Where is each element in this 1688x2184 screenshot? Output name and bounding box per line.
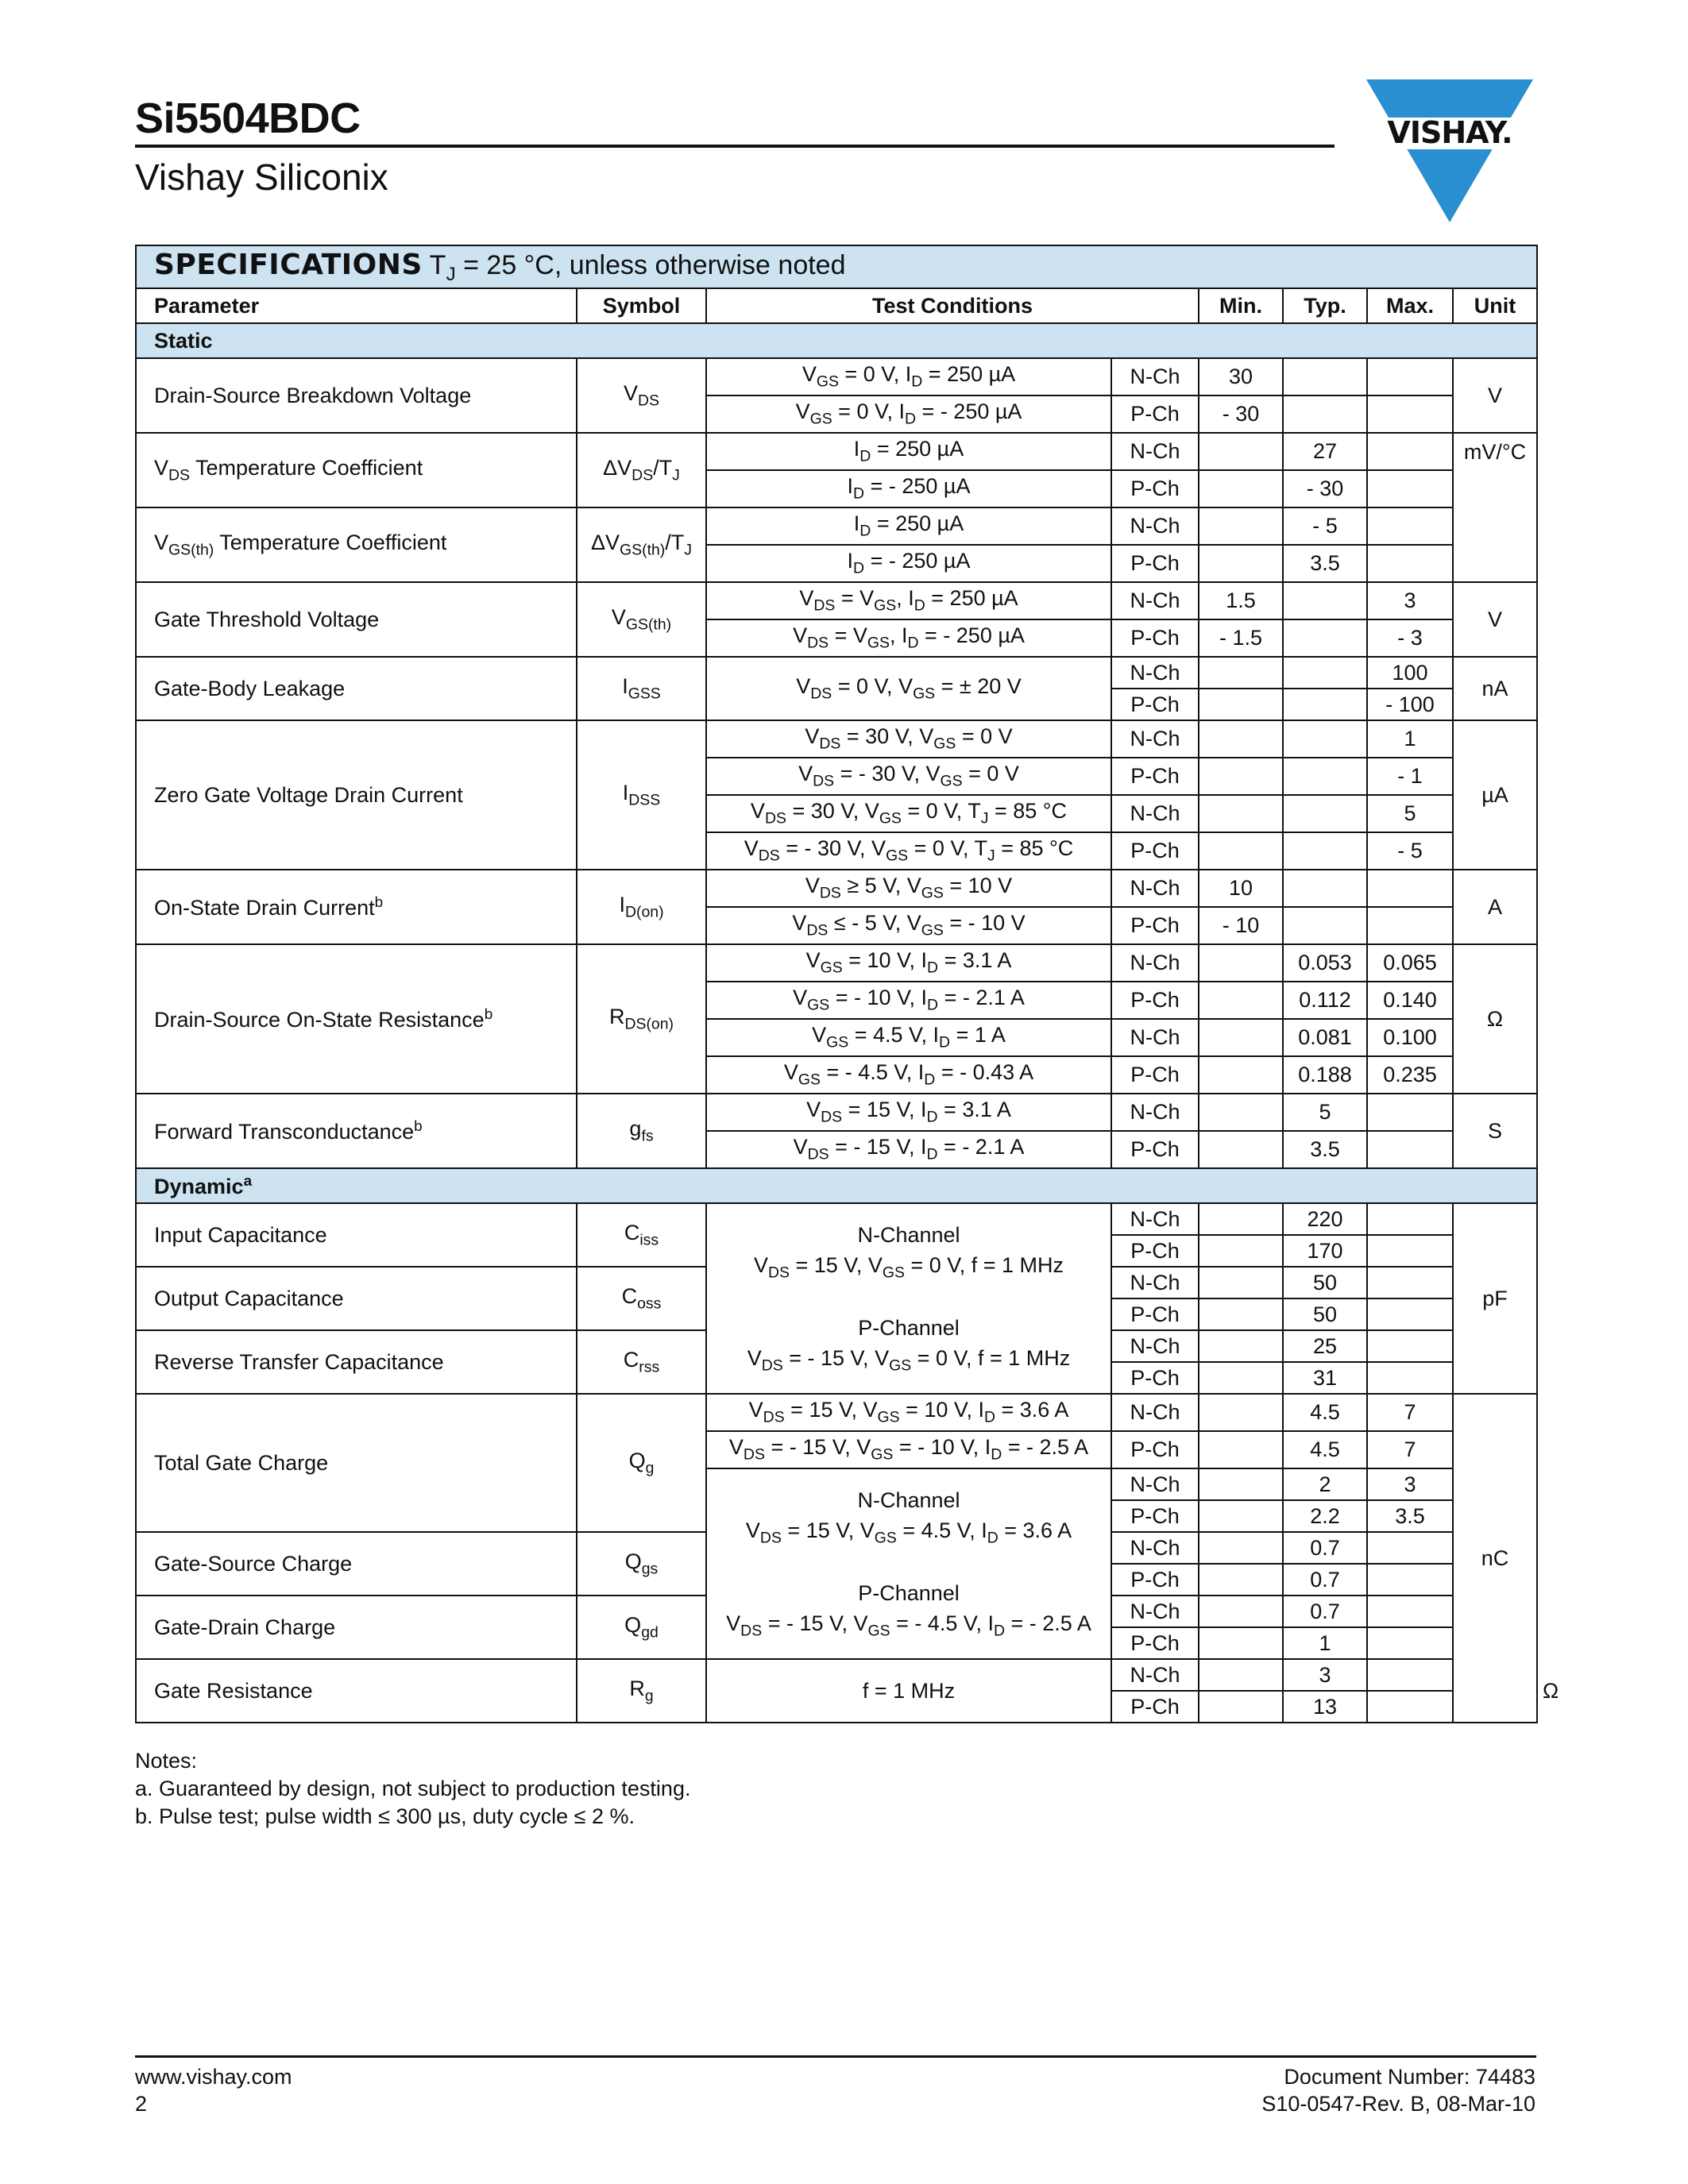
channel: N-Ch	[1111, 720, 1199, 758]
symbol-idss: $I_{DSS}$	[577, 720, 706, 870]
min-value: 10	[1199, 870, 1283, 907]
condition: $V_{DS}$ ≤ - 5 V, $V_{GS}$ = - 10 V	[706, 907, 1111, 944]
channel: N-Ch	[1111, 1330, 1199, 1362]
max-value: - 100	[1367, 689, 1453, 720]
header-divider	[135, 145, 1335, 148]
channel: N-Ch	[1111, 944, 1199, 982]
svg-text:VISHAY.: VISHAY.	[1387, 115, 1512, 150]
col-parameter: Parameter	[136, 288, 577, 323]
channel: P-Ch	[1111, 1235, 1199, 1267]
unit: nC	[1453, 1394, 1537, 1723]
channel: N-Ch	[1111, 1659, 1199, 1691]
condition-capacitance: N-Channel $V_{DS} = 15$ V, $V_{GS} = 0$ V, f = 1 MHz P-Channel $V_{DS}$ = - 15 V, $V_{GS} = 0$ V, f = 1 MHz	[706, 1203, 1111, 1394]
condition: $V_{DS} = 0$ V, $V_{GS}$ = ± 20 V	[706, 657, 1111, 720]
condition: f = 1 MHz	[706, 1659, 1111, 1723]
param-gate-resistance: Gate Resistance	[136, 1659, 577, 1723]
condition: $V_{DS} \ge 5$ V, $V_{GS} = 10$ V	[706, 870, 1111, 907]
typ-value: 0.7	[1283, 1564, 1367, 1596]
channel: P-Ch	[1111, 396, 1199, 433]
typ-value: 31	[1283, 1362, 1367, 1394]
condition: $I_D = 250$ µA	[706, 507, 1111, 545]
channel: N-Ch	[1111, 433, 1199, 470]
notes	[135, 1747, 690, 1831]
param-input-capacitance: Input Capacitance	[136, 1203, 577, 1267]
min-value: 1.5	[1199, 582, 1283, 619]
max-value: 5	[1367, 795, 1453, 832]
channel: N-Ch	[1111, 1094, 1199, 1131]
condition: $I_D$ = - 250 µA	[706, 470, 1111, 507]
symbol-vgsth: $V_{GS(th)}$	[577, 582, 706, 657]
channel: P-Ch	[1111, 1627, 1199, 1659]
condition: $V_{DS}$ = - 30 V, $V_{GS} = 0$ V, $T_J = 85$ °C	[706, 832, 1111, 870]
typ-value: 25	[1283, 1330, 1367, 1362]
vishay-logo	[1366, 79, 1533, 222]
col-unit: Unit	[1453, 288, 1537, 323]
unit: nA	[1453, 657, 1537, 720]
min-value: 30	[1199, 358, 1283, 396]
typ-value: 0.188	[1283, 1056, 1367, 1094]
page-title: Si5504BDC	[135, 95, 361, 142]
channel: N-Ch	[1111, 657, 1199, 689]
max-value: - 1	[1367, 758, 1453, 795]
condition: $V_{GS} = 10$ V, $I_D = 3.1$ A	[706, 944, 1111, 982]
max-value: 0.235	[1367, 1056, 1453, 1094]
typ-value: 0.081	[1283, 1019, 1367, 1056]
condition: $V_{GS}$ = - 10 V, $I_D$ = - 2.1 A	[706, 982, 1111, 1019]
channel: N-Ch	[1111, 870, 1199, 907]
param-vds-temp-coeff: $V_{DS}$ Temperature Coefficient	[136, 433, 577, 507]
channel: N-Ch	[1111, 507, 1199, 545]
page-number: 2	[135, 2092, 148, 2116]
notes-heading: Notes:	[135, 1749, 198, 1773]
channel: P-Ch	[1111, 1691, 1199, 1723]
param-reverse-transfer-capacitance: Reverse Transfer Capacitance	[136, 1330, 577, 1394]
unit: V	[1453, 582, 1537, 657]
unit: pF	[1453, 1203, 1537, 1394]
symbol-dvgsth-tj: $\Delta V_{GS(th)}/T_J$	[577, 507, 706, 582]
symbol-coss: $C_{oss}$	[577, 1267, 706, 1330]
typ-value: 4.5	[1283, 1394, 1367, 1431]
max-value: - 5	[1367, 832, 1453, 870]
channel: N-Ch	[1111, 1468, 1199, 1500]
typ-value: 170	[1283, 1235, 1367, 1267]
channel: P-Ch	[1111, 1564, 1199, 1596]
param-gate-source-charge: Gate-Source Charge	[136, 1532, 577, 1596]
channel: P-Ch	[1111, 545, 1199, 582]
typ-value: 50	[1283, 1298, 1367, 1330]
param-on-state-drain-current: On-State Drain Current$^b$	[136, 870, 577, 944]
col-test-conditions: Test Conditions	[706, 288, 1199, 323]
unit: µA	[1453, 720, 1537, 870]
channel: P-Ch	[1111, 1056, 1199, 1094]
channel: P-Ch	[1111, 1298, 1199, 1330]
condition: $V_{GS} = 4.5$ V, $I_D = 1$ A	[706, 1019, 1111, 1056]
max-value: 3	[1367, 1468, 1453, 1500]
channel: P-Ch	[1111, 1131, 1199, 1168]
typ-value: 3.5	[1283, 1131, 1367, 1168]
param-vgsth-temp-coeff: $V_{GS(th)}$ Temperature Coefficient	[136, 507, 577, 582]
channel: N-Ch	[1111, 582, 1199, 619]
typ-value: 0.112	[1283, 982, 1367, 1019]
channel: P-Ch	[1111, 758, 1199, 795]
condition: $V_{GS} = 0$ V, $I_D$ = - 250 µA	[706, 396, 1111, 433]
max-value: 0.100	[1367, 1019, 1453, 1056]
unit: mV/°C	[1453, 433, 1537, 582]
footer-divider	[135, 2055, 1536, 2058]
condition-gate-charge: N-Channel $V_{DS} = 15$ V, $V_{GS} = 4.5$ V, $I_D = 3.6$ A P-Channel $V_{DS}$ = - 15 V, $V_{GS}$ = - 4.5 V, $I_D$ = - 2.5 A	[706, 1468, 1111, 1659]
typ-value: 2	[1283, 1468, 1367, 1500]
footer-right	[1261, 2063, 1535, 2117]
param-gate-threshold: Gate Threshold Voltage	[136, 582, 577, 657]
param-drain-source-breakdown: Drain-Source Breakdown Voltage	[136, 358, 577, 433]
document-number: Document Number: 74483	[1284, 2065, 1535, 2089]
condition: $I_D = 250$ µA	[706, 433, 1111, 470]
condition: $V_{DS} = 30$ V, $V_{GS} = 0$ V, $T_J = 85$ °C	[706, 795, 1111, 832]
channel: P-Ch	[1111, 619, 1199, 657]
channel: N-Ch	[1111, 1267, 1199, 1298]
symbol-ciss: $C_{iss}$	[577, 1203, 706, 1267]
condition: $V_{GS}$ = - 4.5 V, $I_D$ = - 0.43 A	[706, 1056, 1111, 1094]
max-value: 0.140	[1367, 982, 1453, 1019]
typ-value: 2.2	[1283, 1500, 1367, 1532]
symbol-qgd: $Q_{gd}$	[577, 1596, 706, 1659]
typ-value: - 5	[1283, 507, 1367, 545]
channel: P-Ch	[1111, 1431, 1199, 1468]
channel: P-Ch	[1111, 1362, 1199, 1394]
symbol-idon: $I_{D(on)}$	[577, 870, 706, 944]
max-value: 7	[1367, 1431, 1453, 1468]
channel: N-Ch	[1111, 1596, 1199, 1627]
col-min: Min.	[1199, 288, 1283, 323]
unit: V	[1453, 358, 1537, 433]
unit: S	[1453, 1094, 1537, 1168]
channel: P-Ch	[1111, 470, 1199, 507]
condition: $V_{DS}$ = - 15 V, $I_D$ = - 2.1 A	[706, 1131, 1111, 1168]
col-typ: Typ.	[1283, 288, 1367, 323]
channel: N-Ch	[1111, 1019, 1199, 1056]
min-value: - 10	[1199, 907, 1283, 944]
param-output-capacitance: Output Capacitance	[136, 1267, 577, 1330]
specifications-title: SPECIFICATIONS $T_J = 25$ °C, unless otherwise noted	[136, 245, 1537, 288]
typ-value: 5	[1283, 1094, 1367, 1131]
condition: $V_{DS} = 15$ V, $V_{GS} = 10$ V, $I_D = 3.6$ A	[706, 1394, 1111, 1431]
condition: $V_{DS}$ = - 15 V, $V_{GS}$ = - 10 V, $I_D$ = - 2.5 A	[706, 1431, 1111, 1468]
condition: $V_{DS} = 30$ V, $V_{GS} = 0$ V	[706, 720, 1111, 758]
symbol-gfs: $g_{fs}$	[577, 1094, 706, 1168]
symbol-igss: $I_{GSS}$	[577, 657, 706, 720]
symbol-rg: $R_g$	[577, 1659, 706, 1723]
unit: Ω	[1453, 944, 1537, 1094]
max-value: 3.5	[1367, 1500, 1453, 1532]
channel: N-Ch	[1111, 795, 1199, 832]
channel: N-Ch	[1111, 358, 1199, 396]
channel: P-Ch	[1111, 832, 1199, 870]
condition: $V_{DS} = 15$ V, $I_D = 3.1$ A	[706, 1094, 1111, 1131]
specifications-table: SPECIFICATIONS $T_J = 25$ °C, unless otherwise noted Parameter Symbol Test Conditions Min. Typ. Max. Unit Static Drain-Source Breakdown Voltage $V_{DS}$ $V_{GS} = 0$ V, $I_D = 250$ µA N-Ch 30 V $V_{GS} = 0$ V, $I_D$ = - 250 µA P-Ch - 30 $V_{DS}$ Temperature Coefficient $\Delta V_{DS}/T_J$ $I_D = 250$ µA N-Ch 27 mV/°C $I_D$ = - 250 µA P-Ch - 30 $V_{GS(th)}$ Temperature Coefficient $\Delta V_{GS(th)}/T_J$ $I_D = 250$ µA N-Ch - 5 $I_D$ = - 250 µA P-Ch 3.5 Gate Threshold Voltage $V_{GS(th)}$ $V_{DS} = V_{GS}$, $I_D = 250$ µA N-Ch 1.5 3 V $V_{DS} = V_{GS}$, $I_D$ = - 250 µA P-Ch - 1.5 - 3 Gate-Body Leakage $I_{GSS}$ $V_{DS} = 0$ V, $V_{GS}$ = ± 20 V N-Ch 100 nA P-Ch - 100 Zero Gate Voltage Drain Current $I_{DSS}$ $V_{DS} = 30$ V, $V_{GS} = 0$ V N-Ch 1 µA $V_{DS}$ = - 30 V, $V_{GS} = 0$ V P-Ch - 1 $V_{DS} = 30$ V, $V_{GS} = 0$ V, $T_J = 85$ °C N-Ch 5 $V_{DS}$ = - 30 V, $V_{GS} = 0$ V, $T_J = 85$ °C P-Ch - 5 On-State Drain Current$^b$ $I_{D(on)}$ $V_{DS} \ge 5$ V, $V_{GS} = 10$ V N-Ch 10 A $V_{DS}$ ≤ - 5 V, $V_{GS}$ = - 10 V P-Ch - 10 Drain-Source On-State Resistance$^b$ $R_{DS(on)}$ $V_{GS} = 10$ V, $I_D = 3.1$ A N-Ch 0.053 0.065 Ω $V_{GS}$ = - 10 V, $I_D$ = - 2.1 A P-Ch 0.112 0.140 $V_{GS} = 4.5$ V, $I_D = 1$ A N-Ch 0.081 0.100 $V_{GS}$ = - 4.5 V, $I_D$ = - 0.43 A P-Ch 0.188 0.235 Forward Transconductance$^b$ $g_{fs}$ $V_{DS} = 15$ V, $I_D = 3.1$ A N-Ch 5 S $V_{DS}$ = - 15 V, $I_D$ = - 2.1 A P-Ch 3.5 Dynamic$^a$ Input Capacitance $C_{iss}$ N-Channel $V_{DS} = 15$ V, $V_{GS} = 0$ V, f = 1 MHz P-Channel $V_{DS}$ = - 15 V, $V_{GS} = 0$ V, f = 1 MHz N-Ch 220 pF P-Ch 170 Output Capacitance $C_{oss}$ N-Ch 50 P-Ch 50 Reverse Transfer Capacitance $C_{rss}$ N-Ch 25 P-Ch 31 Total Gate Charge $Q_g$ $V_{DS} = 15$ V, $V_{GS} = 10$ V, $I_D = 3.6$ A N-Ch 4.5 7 nC $V_{DS}$ = - 15 V, $V_{GS}$ = - 10 V, $I_D$ = - 2.5 A P-Ch 4.5 7 N-Channel $V_{DS} = 15$ V, $V_{GS} = 4.5$ V, $I_D = 3.6$ A P-Channel $V_{DS}$ = - 15 V, $V_{GS}$ = - 4.5 V, $I_D$ = - 2.5 A N-Ch 2 3 P-Ch 2.2 3.5 Gate-Source Charge $Q_{gs}$ N-Ch 0.7 P-Ch 0.7 Gate-Drain Charge $Q_{gd}$ N-Ch 0.7 P-Ch 1 Gate Resistance $R_g$ f = 1 MHz N-Ch 3 Ω P-Ch 13	[135, 245, 1538, 1723]
condition: $V_{GS} = 0$ V, $I_D = 250$ µA	[706, 358, 1111, 396]
typ-value: 1	[1283, 1627, 1367, 1659]
channel: P-Ch	[1111, 982, 1199, 1019]
typ-value: 27	[1283, 433, 1367, 470]
param-zero-gate-drain-current: Zero Gate Voltage Drain Current	[136, 720, 577, 870]
typ-value: 220	[1283, 1203, 1367, 1235]
max-value: 100	[1367, 657, 1453, 689]
symbol-dvds-tj: $\Delta V_{DS}/T_J$	[577, 433, 706, 507]
company-name: Vishay Siliconix	[135, 156, 388, 198]
col-max: Max.	[1367, 288, 1453, 323]
typ-value: 0.053	[1283, 944, 1367, 982]
param-on-state-resistance: Drain-Source On-State Resistance$^b$	[136, 944, 577, 1094]
typ-value: 0.7	[1283, 1596, 1367, 1627]
max-value: - 3	[1367, 619, 1453, 657]
condition: $V_{DS}$ = - 30 V, $V_{GS} = 0$ V	[706, 758, 1111, 795]
typ-value: 50	[1283, 1267, 1367, 1298]
section-static: Static	[136, 323, 1537, 358]
channel: P-Ch	[1111, 1500, 1199, 1532]
section-dynamic: Dynamic$^a$	[136, 1168, 1537, 1203]
param-gate-drain-charge: Gate-Drain Charge	[136, 1596, 577, 1659]
symbol-vds: $V_{DS}$	[577, 358, 706, 433]
condition: $V_{DS} = V_{GS}$, $I_D$ = - 250 µA	[706, 619, 1111, 657]
max-value: 3	[1367, 582, 1453, 619]
typ-value: 13	[1283, 1691, 1367, 1723]
channel: P-Ch	[1111, 907, 1199, 944]
col-symbol: Symbol	[577, 288, 706, 323]
typ-value: 0.7	[1283, 1532, 1367, 1564]
param-forward-transconductance: Forward Transconductance$^b$	[136, 1094, 577, 1168]
revision: S10-0547-Rev. B, 08-Mar-10	[1261, 2092, 1535, 2116]
footer-left	[135, 2063, 292, 2117]
note-a: a. Guaranteed by design, not subject to production testing.	[135, 1777, 691, 1800]
typ-value: 3.5	[1283, 545, 1367, 582]
typ-value: 3	[1283, 1659, 1367, 1691]
symbol-qg: $Q_g$	[577, 1394, 706, 1532]
typ-value: - 30	[1283, 470, 1367, 507]
symbol-rdson: $R_{DS(on)}$	[577, 944, 706, 1094]
channel: N-Ch	[1111, 1532, 1199, 1564]
max-value: 0.065	[1367, 944, 1453, 982]
min-value: - 1.5	[1199, 619, 1283, 657]
channel: N-Ch	[1111, 1203, 1199, 1235]
website-link[interactable]: www.vishay.com	[135, 2065, 292, 2089]
param-gate-body-leakage: Gate-Body Leakage	[136, 657, 577, 720]
param-total-gate-charge: Total Gate Charge	[136, 1394, 577, 1532]
note-b: b. Pulse test; pulse width ≤ 300 µs, duty cycle ≤ 2 %.	[135, 1804, 635, 1828]
condition: $V_{DS} = V_{GS}$, $I_D = 250$ µA	[706, 582, 1111, 619]
max-value: 1	[1367, 720, 1453, 758]
symbol-qgs: $Q_{gs}$	[577, 1532, 706, 1596]
channel: N-Ch	[1111, 1394, 1199, 1431]
symbol-crss: $C_{rss}$	[577, 1330, 706, 1394]
max-value: 7	[1367, 1394, 1453, 1431]
unit: A	[1453, 870, 1537, 944]
channel: P-Ch	[1111, 689, 1199, 720]
min-value: - 30	[1199, 396, 1283, 433]
typ-value: 4.5	[1283, 1431, 1367, 1468]
condition: $I_D$ = - 250 µA	[706, 545, 1111, 582]
